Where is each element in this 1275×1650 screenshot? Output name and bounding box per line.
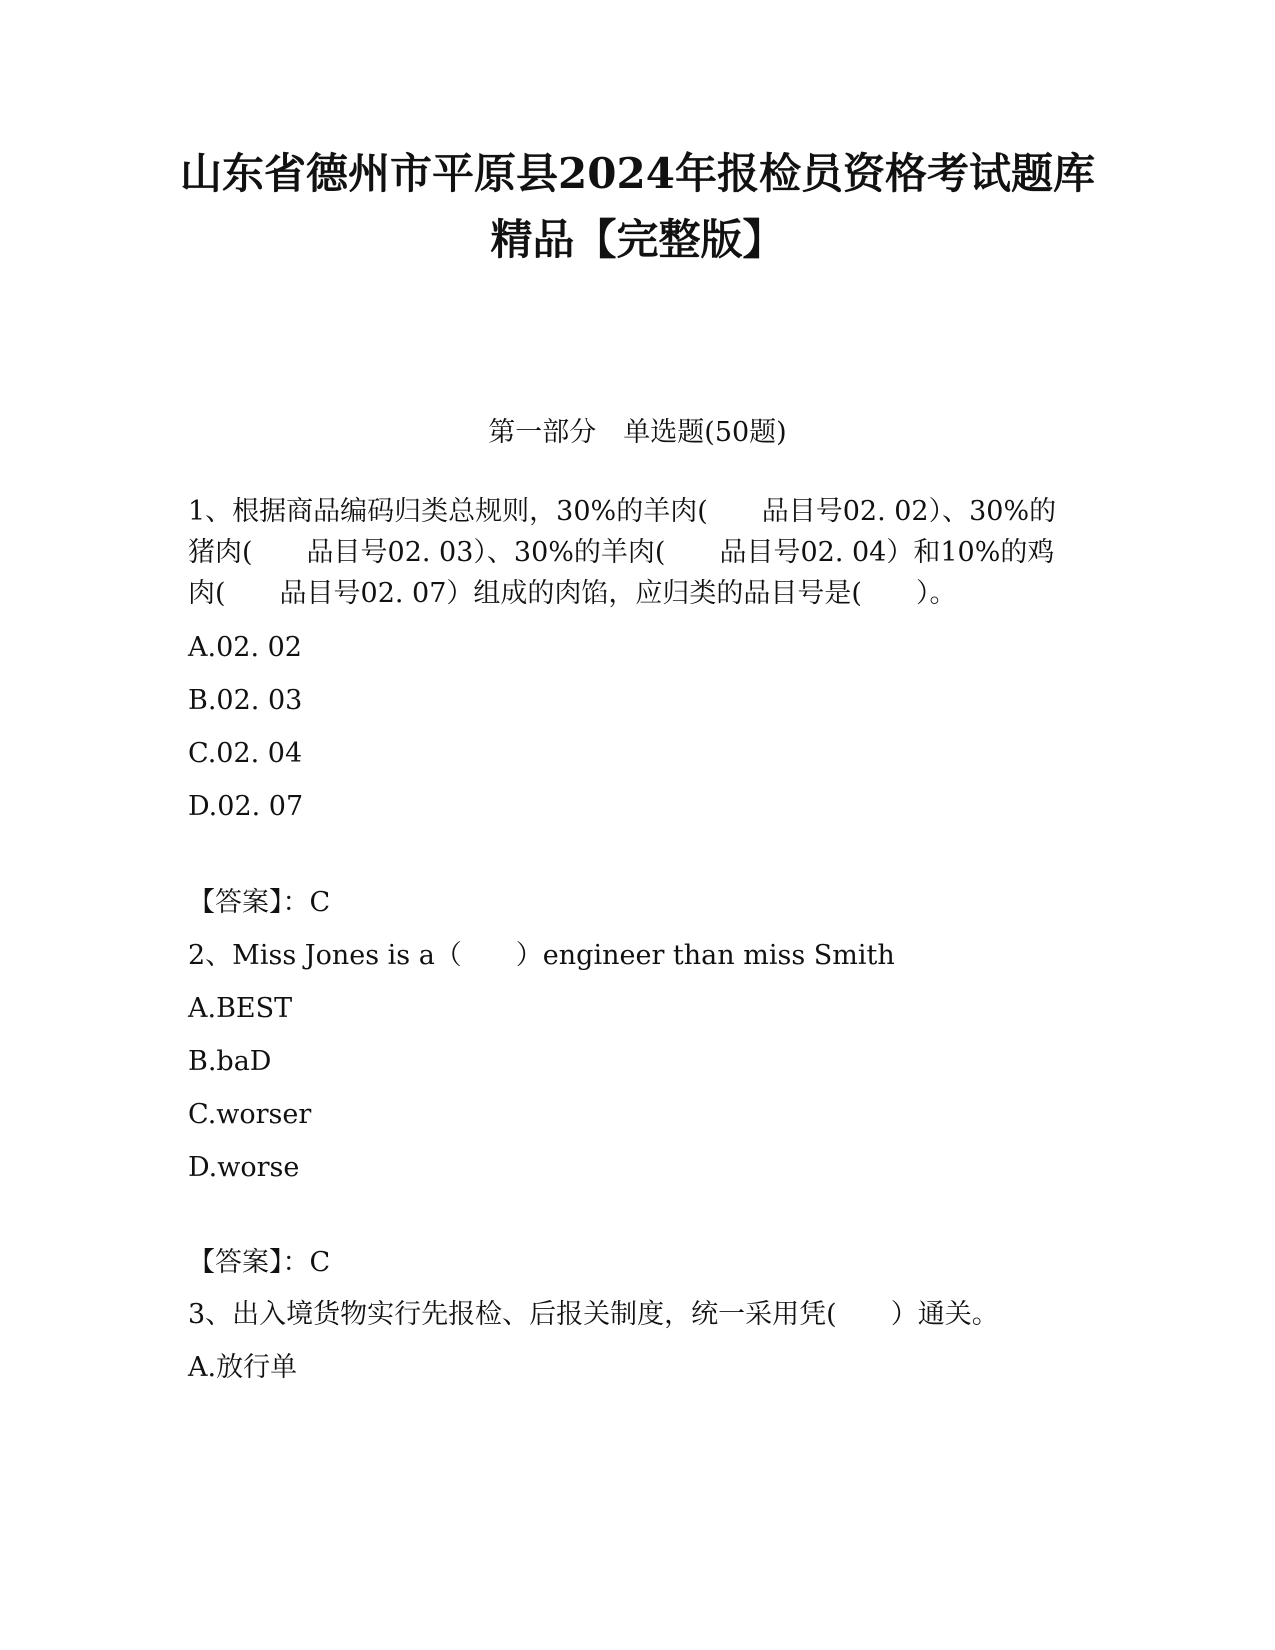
question-1-option-b: B.02. 03	[188, 685, 303, 716]
question-1-option-c: C.02. 04	[188, 738, 303, 769]
question-2-text-line-1: 2、Miss Jones is a（ ）engineer than miss Smith	[188, 940, 895, 971]
question-3-text-line-1: 3、出入境货物实行先报检、后报关制度，统一采用凭( ）通关。	[188, 1299, 999, 1330]
question-1-option-d: D.02. 07	[188, 791, 304, 822]
section-heading: 第一部分 单选题(50题)	[488, 417, 787, 448]
question-2-option-d: D.worse	[188, 1152, 300, 1183]
document-title-line-2: 精品【完整版】	[490, 215, 785, 264]
question-1-text-line-3: 肉( 品目号02. 07）组成的肉馅，应归类的品目号是( ）。	[188, 578, 957, 609]
question-2-option-c: C.worser	[188, 1099, 312, 1130]
question-1-text-line-2: 猪肉( 品目号02. 03）、30%的羊肉( 品目号02. 04）和10%的鸡	[188, 537, 1055, 568]
question-2-answer: 【答案】：C	[188, 1247, 331, 1278]
question-3-option-a: A.放行单	[188, 1352, 298, 1383]
question-1-text-line-1: 1、根据商品编码归类总规则，30%的羊肉( 品目号02. 02）、30%的	[188, 496, 1057, 527]
question-2-option-b: B.baD	[188, 1046, 272, 1077]
question-1-option-a: A.02. 02	[188, 632, 302, 663]
document-title-line-1: 山东省德州市平原县2024年报检员资格考试题库	[180, 149, 1095, 198]
question-2-option-a: A.BEST	[188, 993, 293, 1024]
question-1-answer: 【答案】：C	[188, 887, 331, 918]
